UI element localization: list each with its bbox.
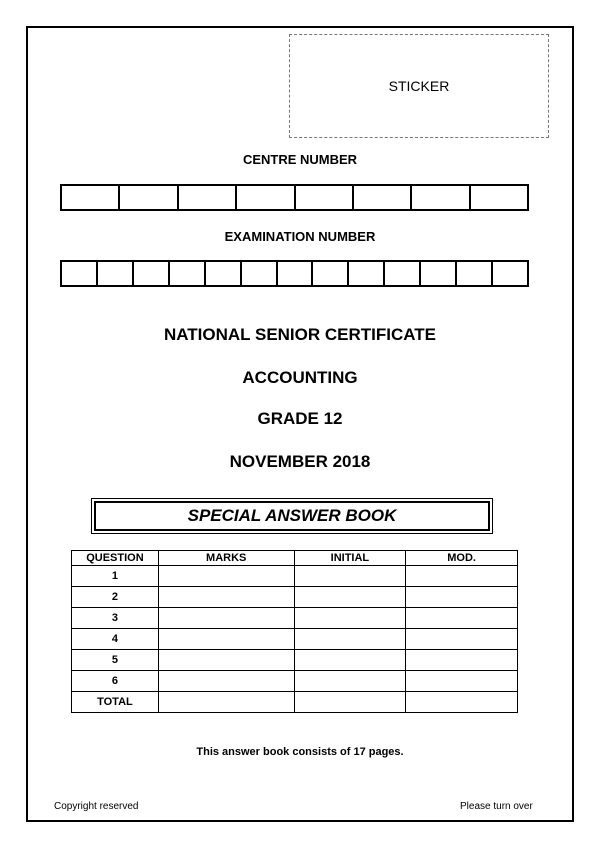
- examination-number-digit-box[interactable]: [170, 262, 206, 285]
- footer-turn-over: Please turn over: [460, 801, 533, 812]
- initial-cell[interactable]: [294, 671, 406, 692]
- mod-cell[interactable]: [406, 629, 518, 650]
- examination-number-digit-box[interactable]: [278, 262, 314, 285]
- initial-cell[interactable]: [294, 566, 406, 587]
- centre-number-digit-box[interactable]: [471, 186, 527, 209]
- header-mod: MOD.: [406, 551, 518, 566]
- question-number: TOTAL: [72, 692, 159, 713]
- question-number: 6: [72, 671, 159, 692]
- marks-table-row: [72, 608, 518, 629]
- header-initial: INITIAL: [294, 551, 406, 566]
- initial-cell[interactable]: [294, 587, 406, 608]
- examination-number-digit-box[interactable]: [98, 262, 134, 285]
- marks-table-row: [72, 671, 518, 692]
- examination-number-digit-box[interactable]: [313, 262, 349, 285]
- centre-number-digit-box[interactable]: [62, 186, 120, 209]
- question-number: 5: [72, 650, 159, 671]
- centre-number-digit-box[interactable]: [120, 186, 178, 209]
- answer-book-banner: [91, 498, 493, 534]
- centre-number-digit-box[interactable]: [354, 186, 412, 209]
- mod-cell[interactable]: [406, 650, 518, 671]
- marks-table-row: [72, 587, 518, 608]
- examination-number-digit-box[interactable]: [421, 262, 457, 285]
- marks-table-row: [72, 692, 518, 713]
- examination-number-digit-box[interactable]: [134, 262, 170, 285]
- marks-cell[interactable]: [158, 587, 294, 608]
- marks-cell[interactable]: [158, 692, 294, 713]
- footer-copyright: Copyright reserved: [54, 801, 139, 812]
- examination-number-digit-box[interactable]: [349, 262, 385, 285]
- mod-cell[interactable]: [406, 608, 518, 629]
- marks-cell[interactable]: [158, 671, 294, 692]
- examination-number-digit-box[interactable]: [493, 262, 527, 285]
- mod-cell[interactable]: [406, 566, 518, 587]
- initial-cell[interactable]: [294, 692, 406, 713]
- initial-cell[interactable]: [294, 650, 406, 671]
- centre-number-digit-box[interactable]: [237, 186, 295, 209]
- marks-table: [71, 550, 518, 713]
- centre-number-label: CENTRE NUMBER: [242, 152, 358, 167]
- sticker-area: [289, 34, 549, 138]
- marks-cell[interactable]: [158, 629, 294, 650]
- examination-number-digit-box[interactable]: [385, 262, 421, 285]
- examination-number-digit-box[interactable]: [62, 262, 98, 285]
- question-number: 1: [72, 566, 159, 587]
- initial-cell[interactable]: [294, 608, 406, 629]
- initial-cell[interactable]: [294, 629, 406, 650]
- question-number: 3: [72, 608, 159, 629]
- centre-number-digit-box[interactable]: [296, 186, 354, 209]
- subject-title: ACCOUNTING: [242, 368, 358, 387]
- header-question: QUESTION: [72, 551, 159, 566]
- pages-note: This answer book consists of 17 pages.: [196, 746, 404, 758]
- marks-cell[interactable]: [158, 650, 294, 671]
- certificate-title: NATIONAL SENIOR CERTIFICATE: [164, 325, 436, 344]
- marks-table-row: [72, 566, 518, 587]
- grade-title: GRADE 12: [257, 409, 343, 428]
- centre-number-digit-box[interactable]: [412, 186, 470, 209]
- marks-cell[interactable]: [158, 608, 294, 629]
- question-number: 2: [72, 587, 159, 608]
- centre-number-boxes[interactable]: [60, 184, 529, 211]
- centre-number-digit-box[interactable]: [179, 186, 237, 209]
- examination-number-label: EXAMINATION NUMBER: [224, 229, 376, 244]
- examination-number-digit-box[interactable]: [242, 262, 278, 285]
- mod-cell[interactable]: [406, 671, 518, 692]
- marks-table-header: [72, 551, 518, 566]
- question-number: 4: [72, 629, 159, 650]
- sticker-label: STICKER: [388, 78, 450, 94]
- marks-cell[interactable]: [158, 566, 294, 587]
- answer-book-title: SPECIAL ANSWER BOOK: [187, 506, 397, 525]
- examination-number-boxes[interactable]: [60, 260, 529, 287]
- mod-cell[interactable]: [406, 692, 518, 713]
- header-marks: MARKS: [158, 551, 294, 566]
- session-title: NOVEMBER 2018: [229, 452, 371, 471]
- mod-cell[interactable]: [406, 587, 518, 608]
- examination-number-digit-box[interactable]: [457, 262, 493, 285]
- marks-table-row: [72, 629, 518, 650]
- examination-number-digit-box[interactable]: [206, 262, 242, 285]
- marks-table-row: [72, 650, 518, 671]
